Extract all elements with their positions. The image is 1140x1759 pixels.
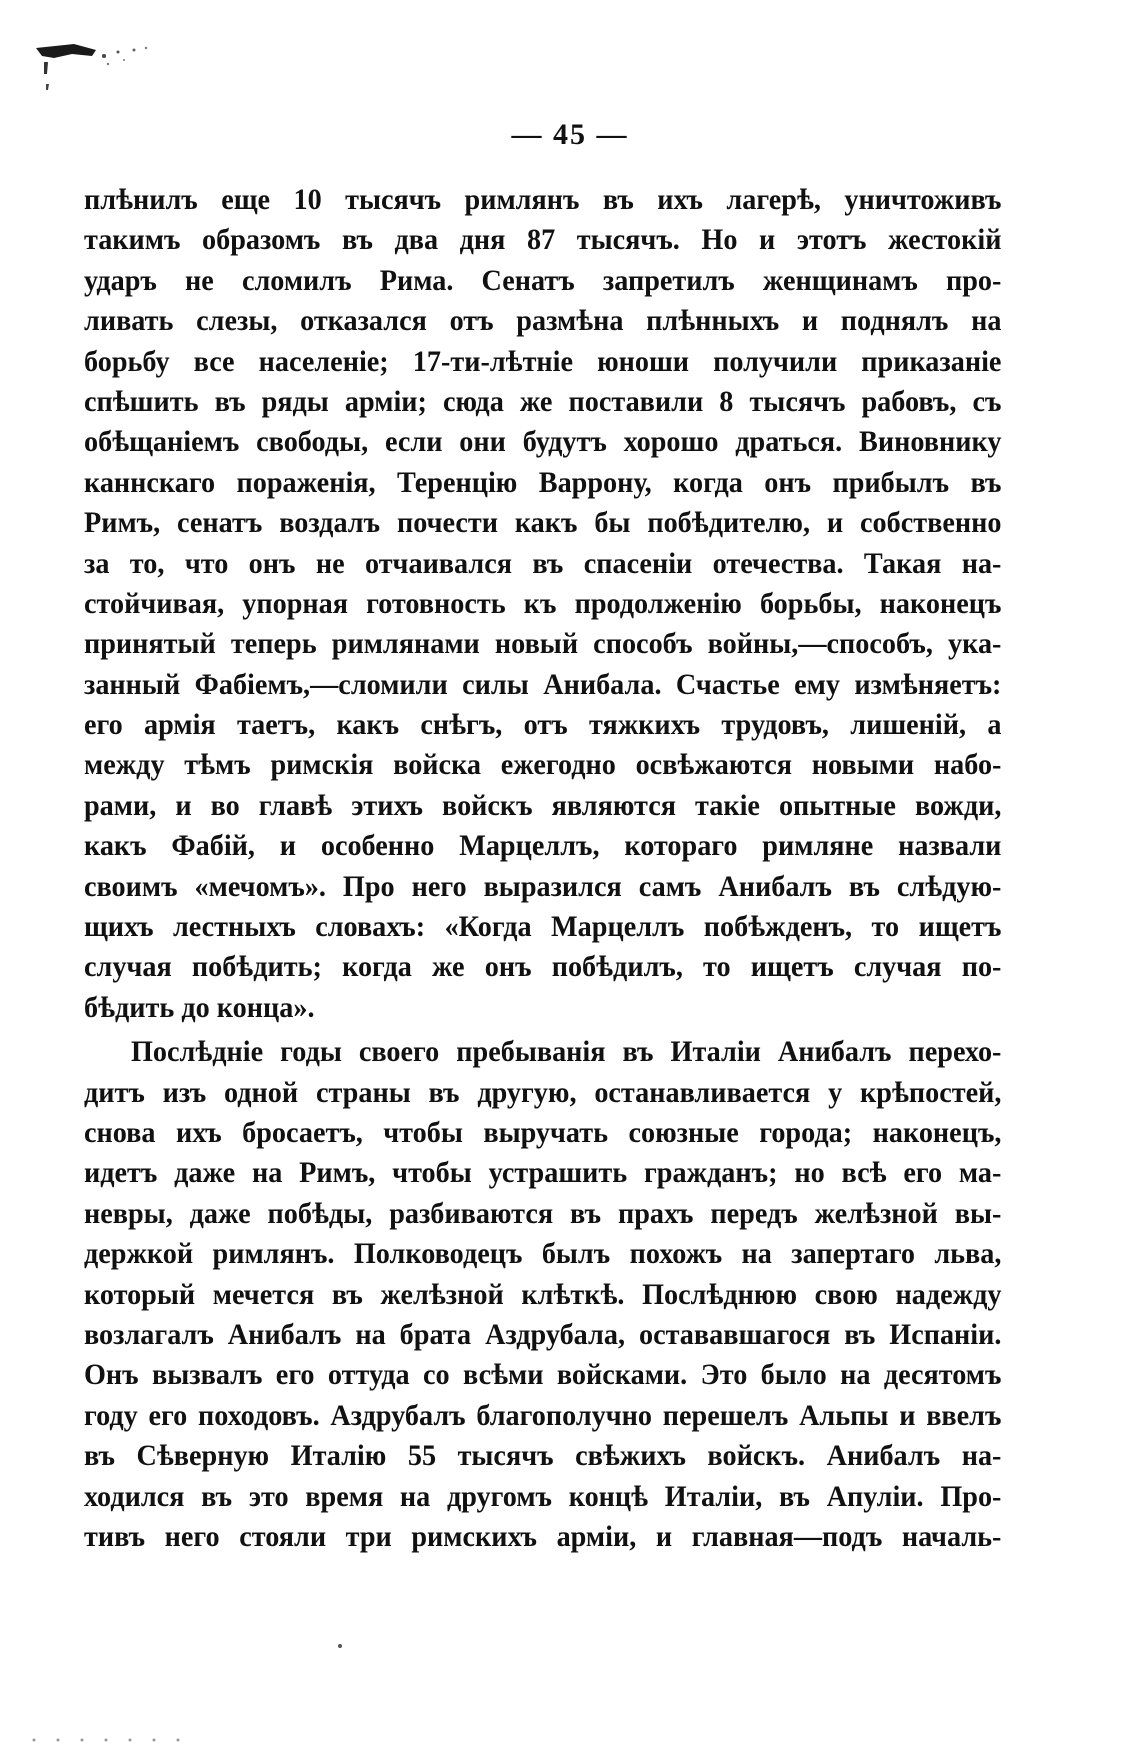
text-line: такимъ образомъ въ два дня 87 тысячъ. Но и этотъ жестокій: [84, 223, 1002, 257]
text-line: щихъ лестныхъ словахъ: «Когда Марцеллъ побѣжденъ, то ищетъ: [84, 910, 1002, 944]
text-line: рами, и во главѣ этихъ войскъ являются такіе опытные вожди,: [84, 788, 1002, 822]
text-line: дитъ изъ одной страны въ другую, останавливается у крѣпостей,: [84, 1075, 1002, 1109]
text-line: году его походовъ. Аздрубалъ благополучно перешелъ Альпы и ввелъ: [84, 1398, 1002, 1432]
text-line: стойчивая, упорная готовность къ продолженію борьбы, наконецъ: [84, 586, 1002, 620]
text-line: Онъ вызвалъ его оттуда со всѣми войсками. Это было на десятомъ: [84, 1358, 1002, 1392]
ink-speck: [338, 1644, 342, 1648]
page-number: — 45 —: [511, 118, 629, 151]
paragraph-2: [84, 1032, 1002, 1557]
text-line: идетъ даже на Римъ, чтобы устрашить гражданъ; но всѣ его ма-: [84, 1156, 1002, 1190]
text-line: какъ Фабій, и особенно Марцеллъ, котораго римляне назвали: [84, 829, 1002, 863]
text-line: держкой римлянъ. Полководецъ былъ похожъ на запертаго льва,: [84, 1237, 1002, 1271]
text-line: возлагалъ Анибалъ на брата Аздрубала, остававшагося въ Испаніи.: [84, 1317, 1002, 1351]
text-line: случая побѣдить; когда же онъ побѣдилъ, то ищетъ случая по-: [84, 950, 1002, 984]
text-line: принятый теперь римлянами новый способъ войны,—способъ, ука-: [84, 627, 1002, 661]
text-line: его армія таетъ, какъ снѣгъ, отъ тяжкихъ трудовъ, лишеній, а: [84, 708, 1002, 742]
text-line: тивъ него стояли три римскихъ арміи, и главная—подъ началь-: [84, 1519, 1002, 1553]
text-line: борьбу все населеніе; 17-ти-лѣтніе юноши получили приказаніе: [84, 344, 1002, 378]
text-line: Римъ, сенатъ воздалъ почести какъ бы побѣдителю, и собственно: [84, 506, 1002, 540]
scan-edge-dots: [30, 1735, 190, 1745]
ink-smudge-mark: [34, 40, 174, 120]
paragraph-1: [84, 180, 1002, 1028]
text-line: за то, что онъ не отчаивался въ спасеніи отечества. Такая на-: [84, 546, 1002, 580]
text-line: обѣщаніемъ свободы, если они будутъ хорошо драться. Виновнику: [84, 425, 1002, 459]
text-line: каннскаго пораженія, Теренцію Варрону, когда онъ прибылъ въ: [84, 465, 1002, 499]
text-line: въ Сѣверную Италію 55 тысячъ свѣжихъ войскъ. Анибалъ на-: [84, 1439, 1002, 1473]
text-line: спѣшить въ ряды арміи; сюда же поставили 8 тысячъ рабовъ, съ: [84, 384, 1002, 418]
text-line: занный Фабіемъ,—сломили силы Анибала. Счастье ему измѣняетъ:: [84, 667, 1002, 701]
text-line: ударъ не сломилъ Рима. Сенатъ запретилъ женщинамъ про-: [84, 263, 1002, 297]
text-line: ходился въ это время на другомъ концѣ Италіи, въ Апуліи. Про-: [84, 1479, 1002, 1513]
text-line: бѣдить до конца».: [84, 990, 315, 1024]
text-line: невры, даже побѣды, разбиваются въ прахъ передъ желѣзной вы-: [84, 1196, 1002, 1230]
text-line: который мечется въ желѣзной клѣткѣ. Послѣднюю свою надежду: [84, 1277, 1002, 1311]
body-text: [84, 180, 1002, 1557]
text-line: между тѣмъ римскія войска ежегодно освѣжаются новыми набо-: [84, 748, 1002, 782]
text-line: ливать слезы, отказался отъ размѣна плѣнныхъ и поднялъ на: [84, 304, 1002, 338]
text-line: снова ихъ бросаетъ, чтобы выручать союзные города; наконецъ,: [84, 1115, 1002, 1149]
text-line: своимъ «мечомъ». Про него выразился самъ Анибалъ въ слѣдую-: [84, 869, 1002, 903]
text-line: Послѣдніе годы своего пребыванія въ Италіи Анибалъ перехо-: [131, 1035, 1002, 1069]
text-line: плѣнилъ еще 10 тысячъ римлянъ въ ихъ лагерѣ, уничтоживъ: [84, 183, 1002, 216]
